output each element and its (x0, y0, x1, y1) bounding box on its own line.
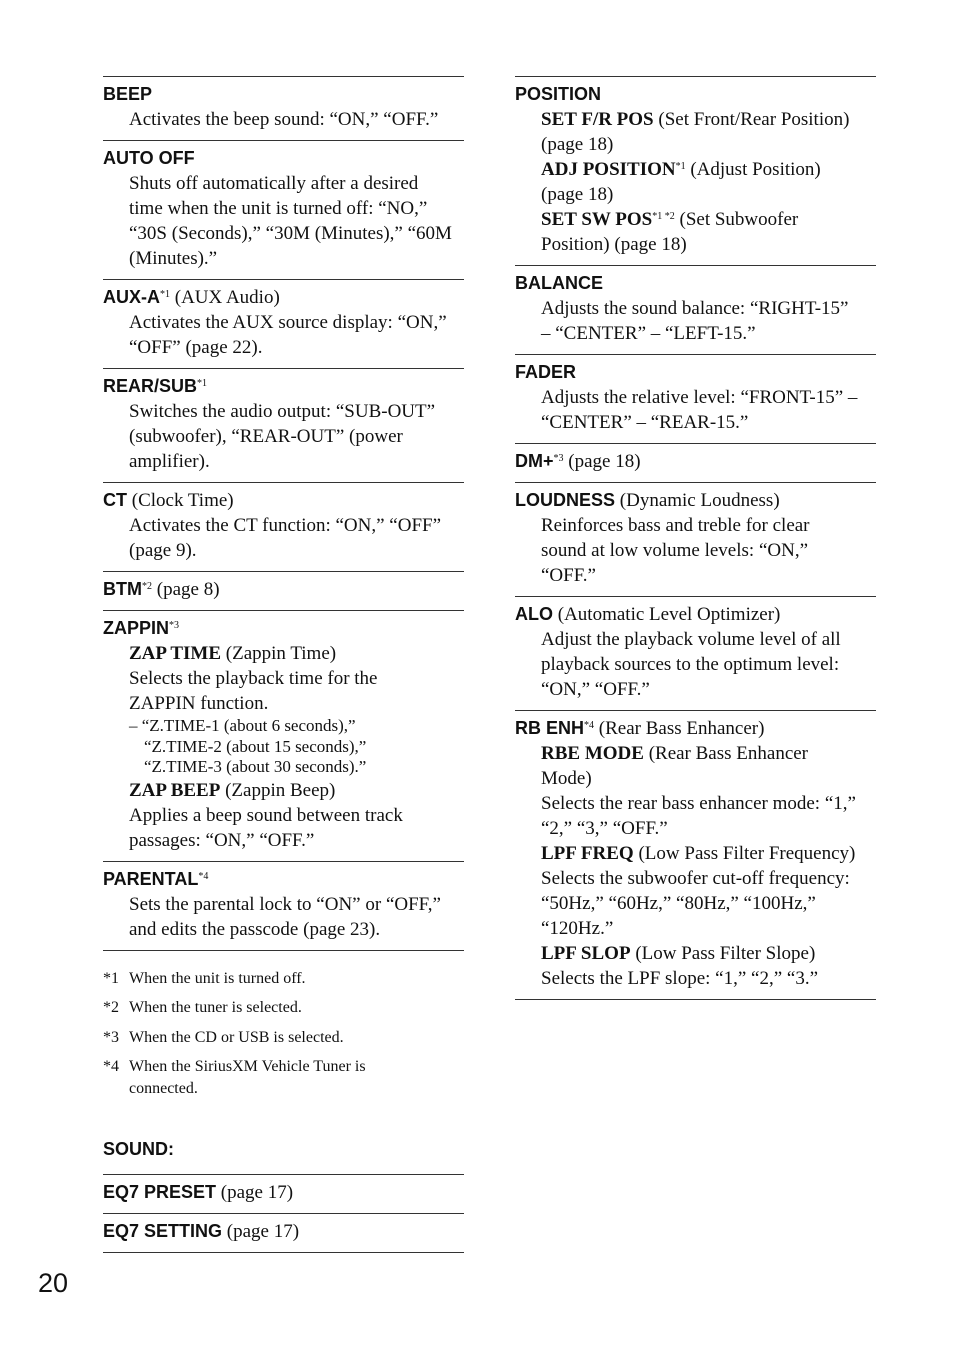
description-line: Activates the CT function: “ON,” “OFF” (129, 515, 442, 536)
sub-item-set-sw-pos (515, 207, 876, 257)
entry-title: AUX-A (103, 287, 160, 307)
description-line: playback sources to the optimum level: (541, 654, 840, 675)
entry-zappin (103, 610, 464, 861)
footnote (103, 1056, 464, 1100)
sub-item-description (515, 866, 876, 941)
entry-balance (515, 265, 876, 354)
entry-subtitle: (Clock Time) (127, 490, 234, 511)
page-reference: (page 18) (541, 134, 614, 155)
description-line: Sets the parental lock to “ON” or “OFF,” (129, 893, 441, 915)
entry-heading (515, 449, 876, 474)
entry-btm (103, 571, 464, 610)
entry-description (515, 296, 876, 346)
entry-heading (515, 602, 876, 627)
entry-rear-sub (103, 368, 464, 482)
footnote-text: When the unit is turned off. (129, 969, 306, 987)
sub-item-title: LPF FREQ (541, 843, 634, 864)
description-line: Shuts off automatically after a desired (129, 173, 419, 194)
sub-item-title: SET F/R POS (541, 109, 654, 130)
description-line: sound at low volume levels: “ON,” (541, 540, 809, 561)
section-heading-sound: SOUND: (103, 1139, 174, 1159)
description-line: “120Hz.” (541, 918, 614, 939)
description-line: (page 9). (129, 540, 197, 561)
page-number: 20 (38, 1268, 69, 1298)
description-line: “30S (Seconds),” “30M (Minutes),” “60M (129, 223, 452, 244)
sub-item-description (103, 666, 464, 716)
description-line: “ON,” “OFF.” (541, 679, 650, 700)
description-line: time when the unit is turned off: “NO,” (129, 198, 428, 219)
entry-heading (103, 616, 464, 641)
sub-item-description (515, 966, 876, 991)
footnote-marker: *4 (584, 720, 595, 731)
entry-subtitle: (Rear Bass Enhancer) (594, 718, 765, 739)
description-line: Adjust the playback volume level of all (541, 629, 841, 650)
entry-eq7-preset (103, 1174, 464, 1213)
entry-title: POSITION (515, 84, 602, 104)
right-column (515, 76, 876, 1000)
entry-parental (103, 861, 464, 950)
footnote-marker: *1 (103, 969, 119, 987)
entry-heading (103, 1219, 464, 1244)
entry-title: AUTO OFF (103, 148, 195, 168)
sub-item-description (515, 791, 876, 841)
entry-beep (103, 76, 464, 140)
sub-item-subtitle: (Zappin Time) (221, 643, 337, 664)
entry-description (515, 385, 876, 435)
footnote-marker: *1 (197, 378, 208, 389)
entry-title: BEEP (103, 84, 153, 104)
entry-loudness (515, 482, 876, 596)
sub-item-subtitle: (Set Subwoofer (674, 209, 799, 230)
left-column (103, 76, 464, 1253)
footnote-marker: *4 (103, 1058, 119, 1075)
entry-ct (103, 482, 464, 571)
entry-description (103, 310, 464, 360)
description-line: amplifier). (129, 451, 210, 472)
sub-item-title: RBE MODE (541, 743, 644, 764)
description-line: “2,” “3,” “OFF.” (541, 818, 668, 839)
sub-item-subtitle: Position) (page 18) (541, 234, 687, 255)
description-line: and edits the passcode (page 23). (129, 918, 381, 940)
sub-item-description (103, 803, 464, 853)
description-line: “OFF” (page 22). (129, 337, 263, 358)
entry-heading (103, 867, 464, 892)
footnote-text: When the SiriusXM Vehicle Tuner is connected. (129, 1058, 366, 1097)
footnote-marker: *3 (169, 620, 180, 631)
entry-eq7-setting (103, 1213, 464, 1253)
description-line: “50Hz,” “60Hz,” “80Hz,” “100Hz,” (541, 893, 816, 914)
entry-description (103, 399, 464, 474)
footnote-marker: *1 (675, 161, 686, 172)
entry-title: EQ7 PRESET (103, 1182, 217, 1202)
entry-auto-off (103, 140, 464, 279)
entry-subtitle: (AUX Audio) (170, 287, 280, 308)
sub-item-adj-position (515, 157, 876, 207)
footnotes (103, 950, 464, 1101)
description-line: Activates the AUX source display: “ON,” (129, 312, 447, 333)
sub-item-lpf-freq (515, 841, 876, 866)
footnote (103, 1027, 464, 1049)
entry-title: ALO (515, 604, 553, 624)
description-line: Selects the LPF slope: “1,” “2,” “3.” (541, 968, 819, 989)
description-line: ZAPPIN function. (129, 693, 269, 714)
description-line: passages: “ON,” “OFF.” (129, 829, 315, 851)
footnote (103, 968, 464, 990)
sub-item-subtitle: (Set Front/Rear Position) (653, 109, 850, 130)
entry-description (515, 627, 876, 702)
description-line: Selects the playback time for the (129, 668, 378, 689)
description-line: Adjusts the sound balance: “RIGHT-15” (541, 298, 849, 319)
sub-item-title: ADJ POSITION (541, 159, 676, 180)
option-item: – “Z.TIME-1 (about 6 seconds),” (129, 716, 356, 735)
entry-title: ZAPPIN (103, 618, 170, 638)
option-item: “Z.TIME-2 (about 15 seconds),” (144, 736, 367, 756)
sub-item-zap-time (103, 641, 464, 666)
sub-item-title: ZAP TIME (129, 643, 222, 664)
entry-heading (103, 374, 464, 399)
sub-item-title: LPF SLOP (541, 943, 631, 964)
footnote-marker: *3 (103, 1028, 119, 1046)
description-line: Adjusts the relative level: “FRONT-15” – (541, 387, 858, 408)
footnote-marker: *3 (553, 453, 564, 464)
entry-title: DM+ (515, 451, 554, 471)
entry-fader (515, 354, 876, 443)
footnote-text: When the tuner is selected. (129, 999, 302, 1016)
page-reference: (page 8) (152, 579, 220, 600)
entry-alo (515, 596, 876, 710)
sub-item-set-fr-pos (515, 107, 876, 157)
entry-title: LOUDNESS (515, 490, 616, 510)
footnote (103, 997, 464, 1019)
page-reference: (page 18) (541, 184, 614, 205)
entry-title: BALANCE (515, 273, 603, 293)
entry-description (103, 513, 464, 563)
footnote-marker: *1 *2 (652, 211, 675, 222)
description-line: Applies a beep sound between track (129, 804, 403, 826)
option-item: “Z.TIME-3 (about 30 seconds).” (144, 757, 367, 776)
entry-aux-a (103, 279, 464, 368)
description-line: Switches the audio output: “SUB-OUT” (129, 401, 436, 422)
footnote-marker: *1 (160, 289, 170, 300)
entry-position (515, 76, 876, 265)
entry-description (515, 513, 876, 588)
sub-item-subtitle: (Rear Bass Enhancer (643, 743, 809, 764)
sub-item-subtitle: (Low Pass Filter Slope) (630, 943, 816, 964)
entry-description (103, 892, 464, 942)
entry-title: FADER (515, 362, 577, 382)
sub-item-subtitle: (Low Pass Filter Frequency) (633, 843, 856, 864)
description-line: Activates the beep sound: “ON,” “OFF.” (129, 109, 439, 130)
page-reference: (page 18) (563, 451, 641, 472)
entry-heading (515, 716, 876, 741)
description-line: (subwoofer), “REAR-OUT” (power (129, 426, 403, 447)
sub-item-subtitle: (Zappin Beep) (220, 779, 336, 801)
entry-subtitle: (Automatic Level Optimizer) (553, 604, 781, 625)
description-line: “CENTER” – “REAR-15.” (541, 412, 749, 433)
entry-title: BTM (103, 579, 142, 599)
entry-title: CT (103, 490, 127, 510)
entry-description (103, 107, 464, 132)
description-line: Selects the rear bass enhancer mode: “1,” (541, 793, 856, 814)
entry-heading (103, 577, 464, 602)
entry-rb-enh (515, 710, 876, 1000)
description-line: “OFF.” (541, 565, 596, 586)
sub-item-subtitle: Mode) (541, 768, 592, 789)
entry-heading (103, 488, 464, 513)
description-line: (Minutes).” (129, 248, 218, 269)
entry-title: PARENTAL (103, 868, 199, 889)
page-reference: (page 17) (216, 1182, 294, 1203)
entry-title: RB ENH (515, 718, 585, 738)
sub-item-lpf-slop (515, 941, 876, 966)
description-line: Selects the subwoofer cut-off frequency: (541, 868, 850, 889)
option-list (103, 716, 464, 778)
footnote-marker: *4 (198, 870, 209, 882)
sub-item-rbe-mode (515, 741, 876, 791)
footnote-marker: *2 (142, 581, 152, 592)
sub-item-title: ZAP BEEP (129, 779, 221, 801)
entry-subtitle: (Dynamic Loudness) (615, 490, 780, 511)
sub-item-subtitle: (Adjust Position) (685, 159, 821, 180)
entry-description (103, 171, 464, 271)
entry-title: EQ7 SETTING (103, 1221, 223, 1241)
sub-item-title: SET SW POS (541, 209, 653, 230)
page-reference: (page 17) (222, 1221, 300, 1242)
footnote-marker: *2 (103, 999, 119, 1016)
entry-heading (515, 488, 876, 513)
description-line: Reinforces bass and treble for clear (541, 515, 810, 536)
entry-heading (103, 1180, 464, 1205)
sub-item-zap-beep (103, 778, 464, 803)
entry-dm-plus (515, 443, 876, 482)
description-line: – “CENTER” – “LEFT-15.” (541, 323, 756, 344)
entry-title: REAR/SUB (103, 376, 198, 396)
footnote-text: When the CD or USB is selected. (129, 1028, 344, 1046)
entry-heading (103, 285, 464, 310)
